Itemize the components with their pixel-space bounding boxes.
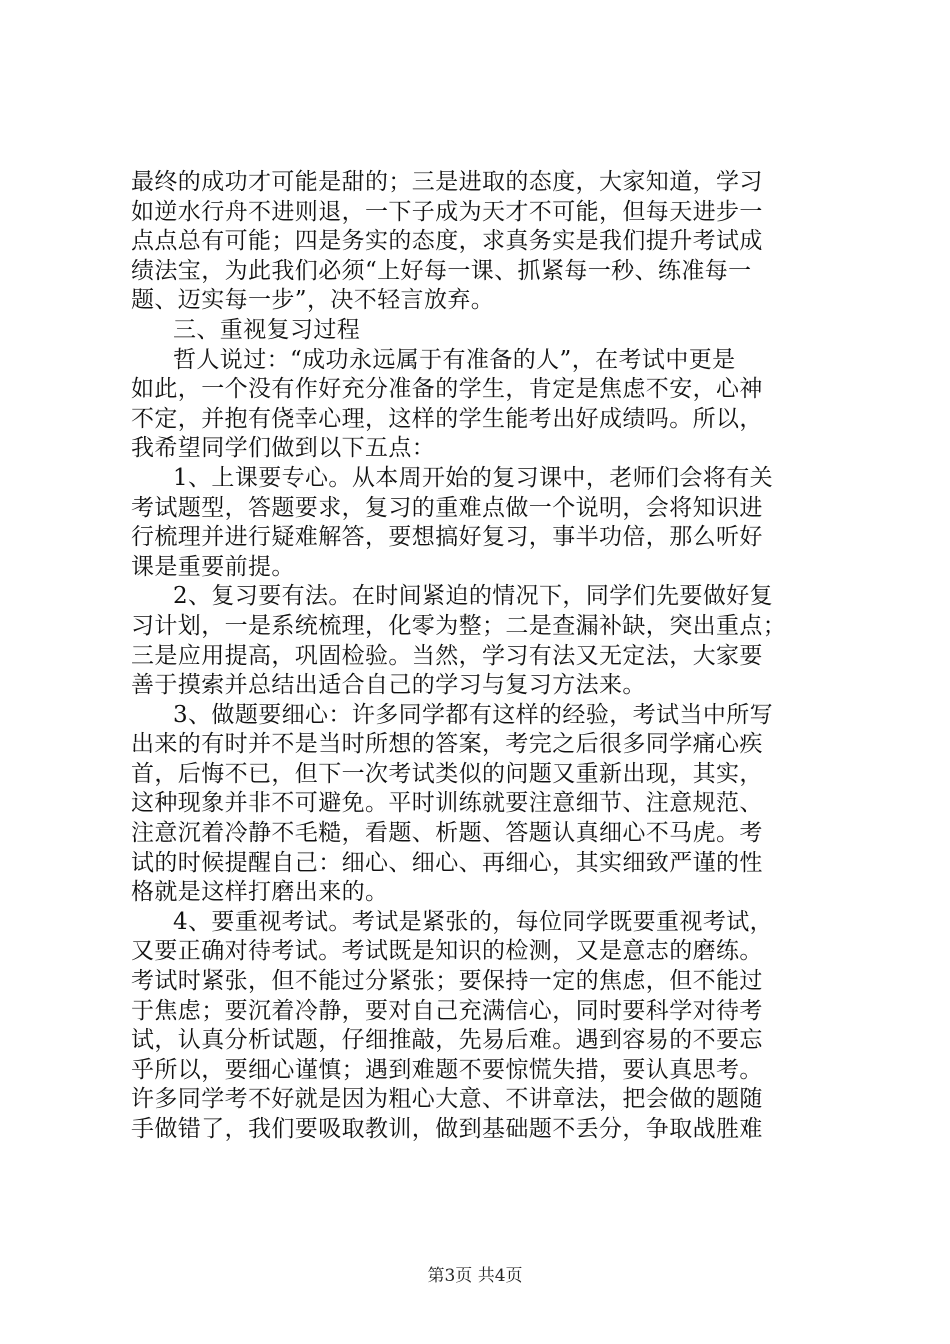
text-line: 考试时紧张，但不能过分紧张；要保持一定的焦虑，但不能过 — [131, 968, 763, 995]
text-line: 又要正确对待考试。考试既是知识的检测，又是意志的磨练。 — [131, 938, 763, 965]
text-line: 绩法宝，为此我们必须“上好每一课、抓紧每一秒、练准每一 — [131, 257, 752, 284]
text-line: 我希望同学们做到以下五点： — [131, 435, 436, 462]
text-line: 出来的有时并不是当时所想的答案，考完之后很多同学痛心疾 — [131, 731, 763, 758]
text-line: 三是应用提高，巩固检验。当然，学习有法又无定法，大家要 — [131, 642, 763, 669]
text-line: 善于摸索并总结出适合自己的学习与复习方法来。 — [131, 672, 646, 699]
text-line: 习计划，一是系统梳理，化零为整；二是查漏补缺，突出重点； — [131, 612, 787, 639]
text-line: 考试题型，答题要求，复习的重难点做一个说明，会将知识进 — [131, 494, 763, 521]
page-number-footer: 第3页 共4页 — [427, 1266, 523, 1286]
text-line: 点点总有可能；四是务实的态度，求真务实是我们提升考试成 — [131, 228, 763, 255]
list-item-start: 4、要重视考试。考试是紧张的，每位同学既要重视考试， — [173, 908, 774, 935]
text-line: 如逆水行舟不进则退，一下子成为天才不可能，但每天进步一 — [131, 198, 763, 225]
list-item-start: 3、做题要细心：许多同学都有这样的经验，考试当中所写 — [173, 701, 774, 728]
text-line: 于焦虑；要沉着冷静，要对自己充满信心，同时要科学对待考 — [131, 997, 763, 1024]
document-body — [131, 168, 839, 1145]
text-line: 如此，一个没有作好充分准备的学生，肯定是焦虑不安，心神 — [131, 376, 763, 403]
text-line: 手做错了，我们要吸取教训，做到基础题不丢分，争取战胜难 — [131, 1116, 763, 1142]
text-line: 课是重要前提。 — [131, 553, 295, 580]
text-line: 行梳理并进行疑难解答，要想搞好复习，事半功倍，那么听好 — [131, 524, 763, 551]
text-line: 试的时候提醒自己：细心、细心、再细心，其实细致严谨的性 — [131, 849, 763, 876]
list-item-start: 2、复习要有法。在时间紧迫的情况下，同学们先要做好复 — [173, 583, 774, 610]
text-line: 格就是这样打磨出来的。 — [131, 879, 389, 906]
text-line: 注意沉着冷静不毛糙，看题、析题、答题认真细心不马虎。考 — [131, 820, 763, 847]
text-line: 乎所以，要细心谨慎；遇到难题不要惊慌失措，要认真思考。 — [131, 1056, 763, 1083]
text-line: 不定，并抱有侥幸心理，这样的学生能考出好成绩吗。所以， — [131, 405, 763, 432]
text-line: 试，认真分析试题，仔细推敲，先易后难。遇到容易的不要忘 — [131, 1027, 763, 1054]
list-item-start: 1、上课要专心。从本周开始的复习课中，老师们会将有关 — [173, 464, 774, 491]
text-line: 首，后悔不已，但下一次考试类似的问题又重新出现，其实， — [131, 760, 763, 787]
text-line: 题、迈实每一步”，决不轻言放弃。 — [131, 287, 495, 314]
text-line: 最终的成功才可能是甜的；三是进取的态度，大家知道，学习 — [131, 169, 763, 195]
text-line: 这种现象并非不可避免。平时训练就要注意细节、注意规范、 — [131, 790, 763, 817]
text-line: 许多同学考不好就是因为粗心大意、不讲章法，把会做的题随 — [131, 1086, 763, 1113]
section-heading: 三、重视复习过程 — [173, 316, 361, 343]
text-line: 哲人说过：“成功永远属于有准备的人”，在考试中更是 — [173, 346, 736, 373]
